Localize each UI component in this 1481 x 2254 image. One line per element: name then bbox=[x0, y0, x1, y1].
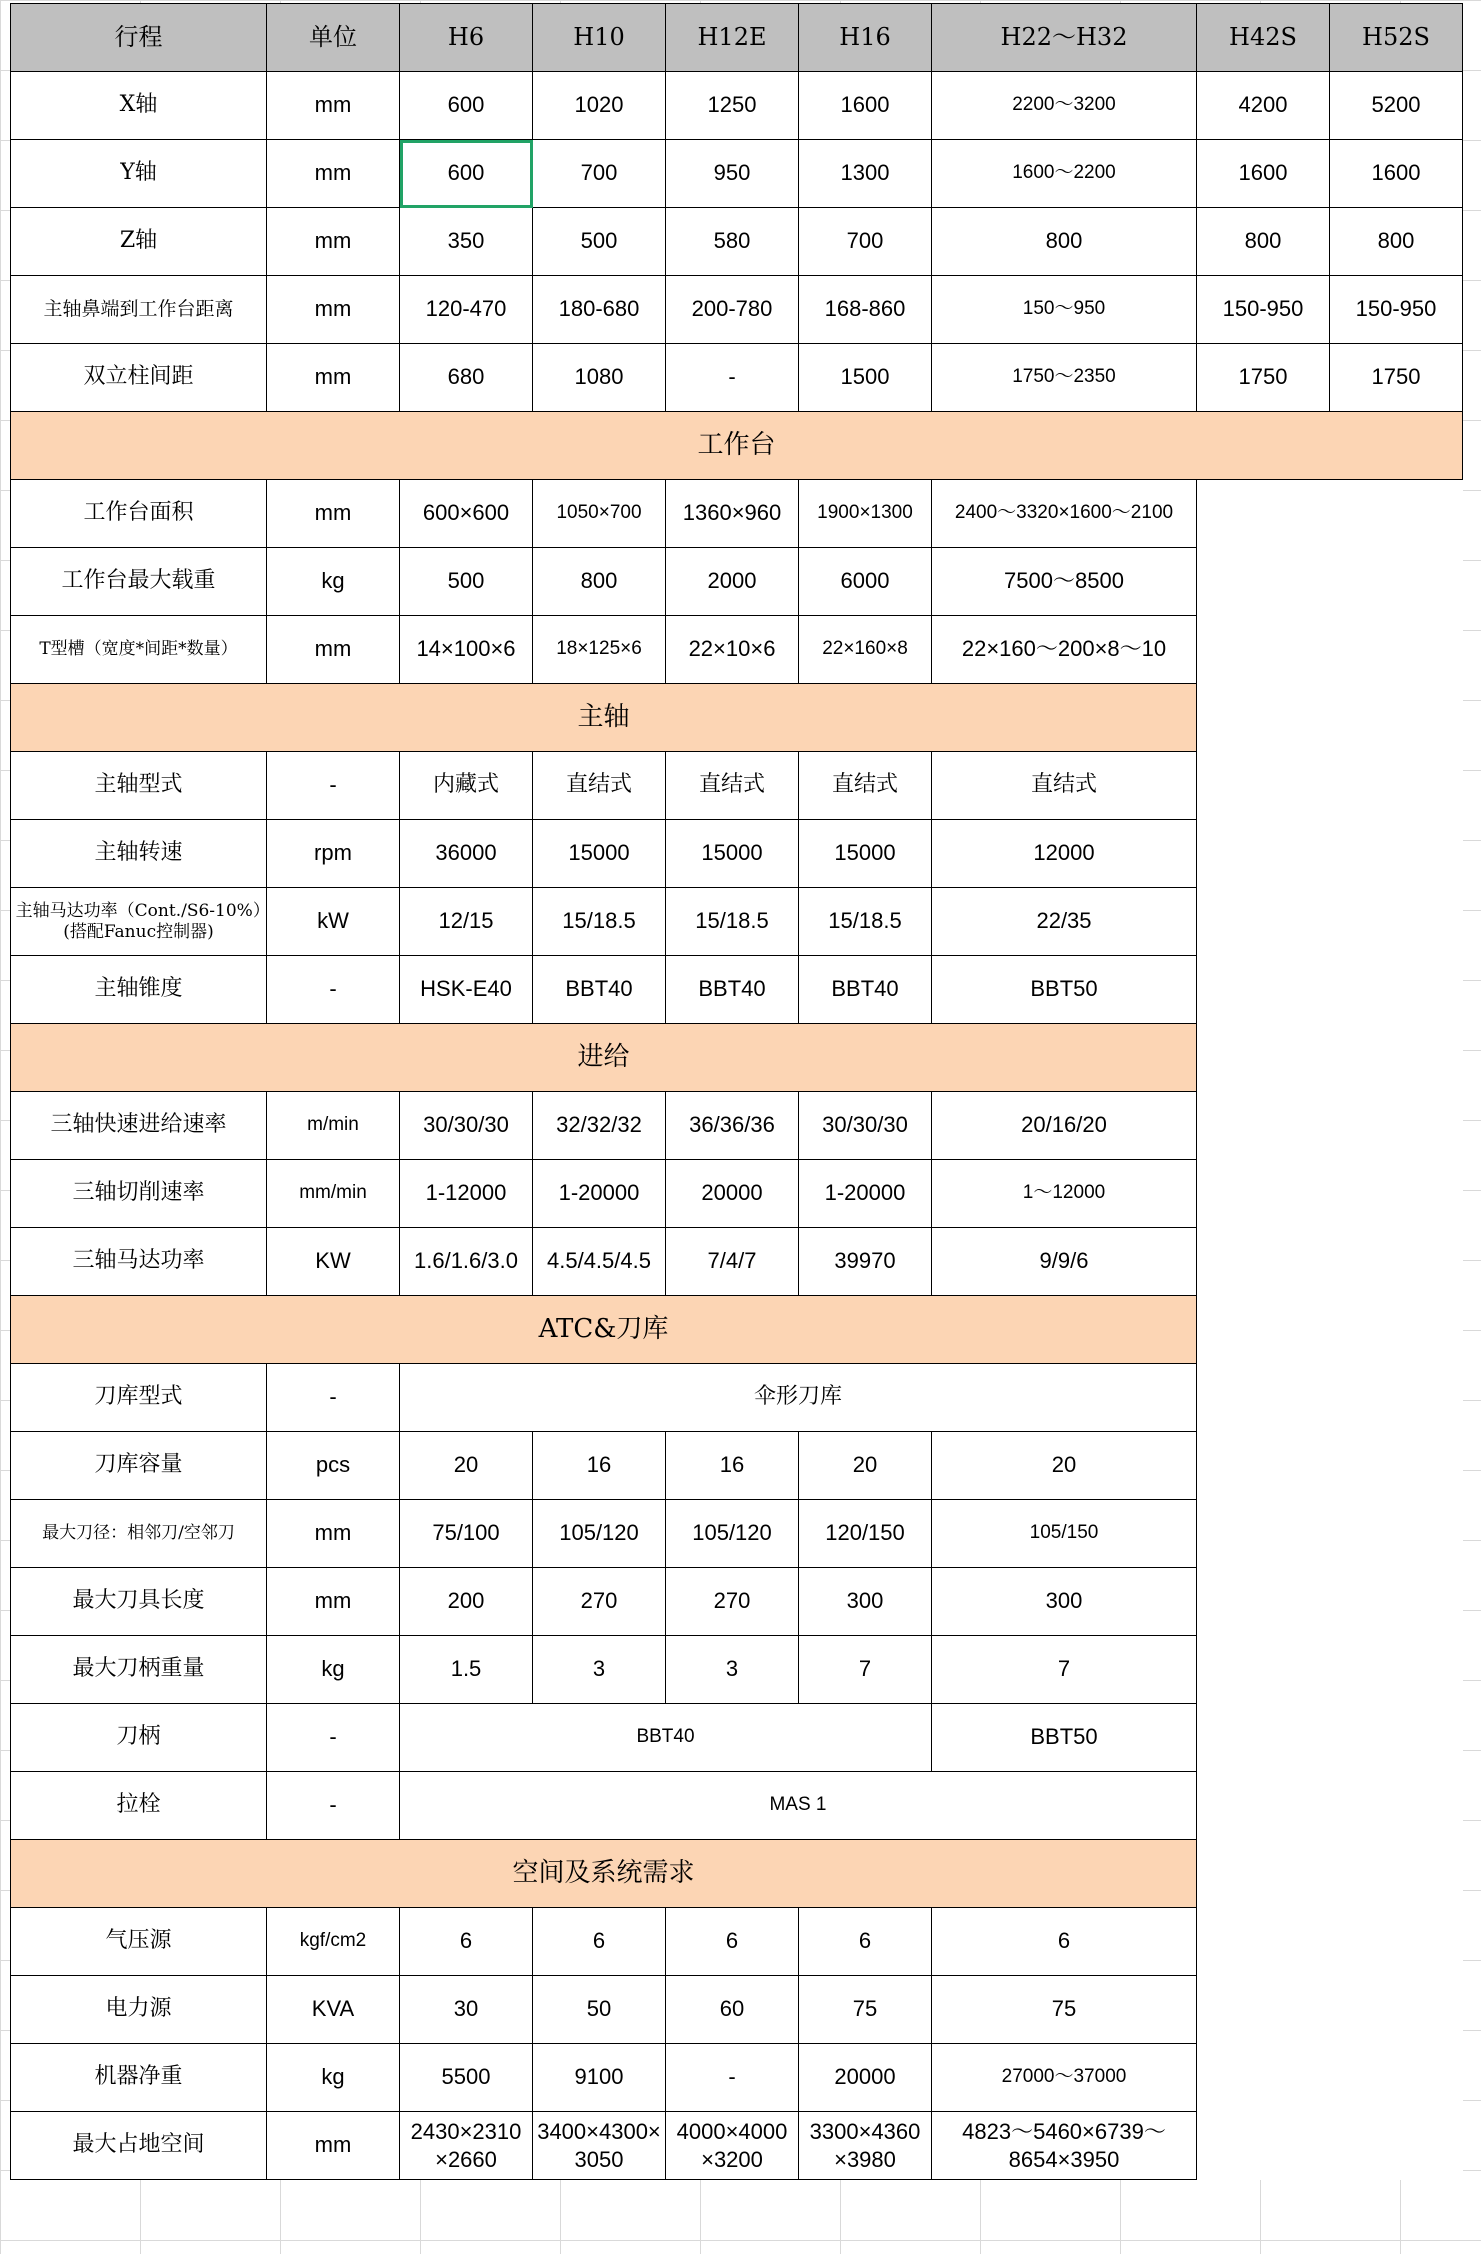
cell[interactable]: 7500～8500 bbox=[932, 548, 1197, 616]
cell[interactable]: mm/min bbox=[267, 1160, 400, 1228]
cell[interactable]: 4.5/4.5/4.5 bbox=[533, 1228, 666, 1296]
cell[interactable]: kg bbox=[267, 2044, 400, 2112]
cell[interactable]: 1600 bbox=[1330, 140, 1463, 208]
row-label[interactable]: 机器净重 bbox=[11, 2044, 267, 2112]
empty-area bbox=[1197, 1296, 1463, 1364]
cell[interactable]: 直结式 bbox=[666, 752, 799, 820]
cell[interactable]: 5500 bbox=[400, 2044, 533, 2112]
cell[interactable]: 27000～37000 bbox=[932, 2044, 1197, 2112]
cell[interactable]: 22×160×8 bbox=[799, 616, 932, 684]
empty-area bbox=[1197, 1908, 1463, 1976]
cell[interactable]: m/min bbox=[267, 1092, 400, 1160]
empty-area bbox=[1197, 956, 1463, 1024]
row-label[interactable]: 主轴鼻端到工作台距离 bbox=[11, 276, 267, 344]
cell[interactable]: 直结式 bbox=[932, 752, 1197, 820]
empty-area bbox=[1197, 1840, 1463, 1908]
cell[interactable]: mm bbox=[267, 140, 400, 208]
table-row bbox=[11, 1704, 1463, 1772]
cell[interactable]: 168-860 bbox=[799, 276, 932, 344]
cell[interactable]: 1-20000 bbox=[799, 1160, 932, 1228]
cell[interactable]: 6000 bbox=[799, 548, 932, 616]
cell[interactable] bbox=[932, 2112, 1197, 2180]
cell[interactable]: - bbox=[267, 1704, 400, 1772]
row-label[interactable]: 最大刀柄重量 bbox=[11, 1636, 267, 1704]
cell[interactable]: 300 bbox=[932, 1568, 1197, 1636]
cell[interactable]: 75 bbox=[932, 1976, 1197, 2044]
cell[interactable]: 800 bbox=[1197, 208, 1330, 276]
table-row bbox=[11, 480, 1463, 548]
empty-area bbox=[1197, 1704, 1463, 1772]
row-label[interactable]: 最大刀具长度 bbox=[11, 1568, 267, 1636]
header-cell[interactable]: H16 bbox=[799, 4, 932, 72]
section-row bbox=[11, 412, 1463, 480]
empty-area bbox=[1197, 820, 1463, 888]
cell[interactable]: HSK-E40 bbox=[400, 956, 533, 1024]
cell[interactable]: 20000 bbox=[799, 2044, 932, 2112]
cell[interactable] bbox=[533, 2112, 666, 2180]
cell[interactable]: 1750 bbox=[1330, 344, 1463, 412]
cell[interactable]: BBT40 bbox=[666, 956, 799, 1024]
cell[interactable]: 7 bbox=[932, 1636, 1197, 1704]
cell[interactable]: KVA bbox=[267, 1976, 400, 2044]
empty-area bbox=[1197, 1024, 1463, 1092]
cell[interactable]: - bbox=[267, 1364, 400, 1432]
cell[interactable] bbox=[799, 2112, 932, 2180]
cell[interactable]: 1900×1300 bbox=[799, 480, 932, 548]
cell[interactable]: 16 bbox=[533, 1432, 666, 1500]
row-label[interactable]: 三轴切削速率 bbox=[11, 1160, 267, 1228]
cell[interactable]: 30/30/30 bbox=[400, 1092, 533, 1160]
cell[interactable]: 1-20000 bbox=[533, 1160, 666, 1228]
row-label[interactable]: 主轴转速 bbox=[11, 820, 267, 888]
row-label[interactable]: 气压源 bbox=[11, 1908, 267, 1976]
table-row bbox=[11, 344, 1463, 412]
cell[interactable]: 1600 bbox=[1197, 140, 1330, 208]
table-row bbox=[11, 1568, 1463, 1636]
cell-line: 4000×4000 bbox=[676, 2119, 788, 2144]
cell[interactable]: 1080 bbox=[533, 344, 666, 412]
cell[interactable]: 2000 bbox=[666, 548, 799, 616]
cell[interactable]: 1360×960 bbox=[666, 480, 799, 548]
cell[interactable]: - bbox=[267, 752, 400, 820]
cell[interactable]: 15/18.5 bbox=[533, 888, 666, 956]
cell[interactable]: 6 bbox=[932, 1908, 1197, 1976]
empty-area bbox=[1197, 752, 1463, 820]
cell[interactable]: mm bbox=[267, 2112, 400, 2180]
table-row bbox=[11, 208, 1463, 276]
cell[interactable]: 直结式 bbox=[799, 752, 932, 820]
cell[interactable]: 4200 bbox=[1197, 72, 1330, 140]
cell[interactable]: 22×10×6 bbox=[666, 616, 799, 684]
cell[interactable]: 800 bbox=[932, 208, 1197, 276]
empty-area bbox=[1197, 888, 1463, 956]
cell[interactable]: 12/15 bbox=[400, 888, 533, 956]
section-header-spindle[interactable]: 主轴 bbox=[11, 684, 1197, 752]
cell[interactable]: BBT50 bbox=[932, 956, 1197, 1024]
empty-area bbox=[1197, 1228, 1463, 1296]
section-header-worktable[interactable]: 工作台 bbox=[11, 412, 1463, 480]
empty-area bbox=[1197, 1092, 1463, 1160]
cell[interactable]: 1.6/1.6/3.0 bbox=[400, 1228, 533, 1296]
cell-line: ×2660 bbox=[435, 2146, 497, 2172]
header-cell[interactable]: H6 bbox=[400, 4, 533, 72]
cell[interactable]: kg bbox=[267, 548, 400, 616]
row-label[interactable]: 三轴快速进给速率 bbox=[11, 1092, 267, 1160]
cell[interactable]: KW bbox=[267, 1228, 400, 1296]
header-row bbox=[11, 4, 1463, 72]
cell[interactable]: 1020 bbox=[533, 72, 666, 140]
cell[interactable]: 200 bbox=[400, 1568, 533, 1636]
header-cell[interactable]: H10 bbox=[533, 4, 666, 72]
cell[interactable]: 1250 bbox=[666, 72, 799, 140]
cell[interactable]: 20 bbox=[799, 1432, 932, 1500]
header-cell[interactable]: 行程 bbox=[11, 4, 267, 72]
empty-area bbox=[1197, 480, 1463, 548]
cell[interactable]: 150-950 bbox=[1197, 276, 1330, 344]
table-row bbox=[11, 2044, 1463, 2112]
cell[interactable]: 3 bbox=[533, 1636, 666, 1704]
table-row bbox=[11, 140, 1463, 208]
cell[interactable]: 105/120 bbox=[666, 1500, 799, 1568]
cell[interactable]: 15000 bbox=[799, 820, 932, 888]
cell[interactable]: 7 bbox=[799, 1636, 932, 1704]
cell[interactable]: mm bbox=[267, 276, 400, 344]
cell[interactable]: 1750～2350 bbox=[932, 344, 1197, 412]
row-label[interactable]: X轴 bbox=[11, 72, 267, 140]
cell[interactable]: rpm bbox=[267, 820, 400, 888]
cell[interactable]: 6 bbox=[400, 1908, 533, 1976]
table-row bbox=[11, 616, 1463, 684]
cell[interactable]: 7/4/7 bbox=[666, 1228, 799, 1296]
row-label[interactable]: 工作台面积 bbox=[11, 480, 267, 548]
row-label[interactable]: 电力源 bbox=[11, 1976, 267, 2044]
row-label[interactable]: 主轴锥度 bbox=[11, 956, 267, 1024]
table-row bbox=[11, 1976, 1463, 2044]
cell[interactable]: 75 bbox=[799, 1976, 932, 2044]
table-row bbox=[11, 276, 1463, 344]
cell[interactable]: 20 bbox=[400, 1432, 533, 1500]
cell[interactable]: 15/18.5 bbox=[666, 888, 799, 956]
cell[interactable]: 1～12000 bbox=[932, 1160, 1197, 1228]
cell[interactable]: 15000 bbox=[533, 820, 666, 888]
table-row bbox=[11, 1772, 1463, 1840]
empty-area bbox=[1197, 1772, 1463, 1840]
merged-cell[interactable]: BBT40 bbox=[400, 1704, 932, 1772]
cell[interactable]: 75/100 bbox=[400, 1500, 533, 1568]
cell[interactable]: 300 bbox=[799, 1568, 932, 1636]
table-row bbox=[11, 956, 1463, 1024]
empty-area bbox=[1197, 1364, 1463, 1432]
cell[interactable]: 15000 bbox=[666, 820, 799, 888]
header-cell[interactable]: H52S bbox=[1330, 4, 1463, 72]
empty-area bbox=[1197, 1500, 1463, 1568]
table-row bbox=[11, 1160, 1463, 1228]
cell[interactable]: 39970 bbox=[799, 1228, 932, 1296]
header-cell[interactable]: H12E bbox=[666, 4, 799, 72]
cell-line: 8654×3950 bbox=[1008, 2146, 1120, 2172]
row-label[interactable]: 三轴马达功率 bbox=[11, 1228, 267, 1296]
cell[interactable]: 22/35 bbox=[932, 888, 1197, 956]
cell[interactable]: 9/9/6 bbox=[932, 1228, 1197, 1296]
cell[interactable]: 2200～3200 bbox=[932, 72, 1197, 140]
selected-cell[interactable]: 600 bbox=[400, 140, 533, 208]
cell-line: 3050 bbox=[574, 2146, 624, 2172]
row-label[interactable]: 最大刀径：相邻刀/空邻刀 bbox=[11, 1500, 267, 1568]
cell[interactable]: 500 bbox=[533, 208, 666, 276]
table-row bbox=[11, 820, 1463, 888]
cell[interactable]: 内藏式 bbox=[400, 752, 533, 820]
cell-line: 3300×4360 bbox=[809, 2119, 921, 2144]
cell[interactable] bbox=[400, 2112, 533, 2180]
cell[interactable]: mm bbox=[267, 1568, 400, 1636]
row-label[interactable]: Y轴 bbox=[11, 140, 267, 208]
cell[interactable]: pcs bbox=[267, 1432, 400, 1500]
cell[interactable]: 20 bbox=[932, 1432, 1197, 1500]
cell[interactable]: 1300 bbox=[799, 140, 932, 208]
row-label[interactable]: 双立柱间距 bbox=[11, 344, 267, 412]
merged-cell[interactable]: 伞形刀库 bbox=[400, 1364, 1197, 1432]
empty-area bbox=[1197, 2044, 1463, 2112]
cell[interactable]: BBT40 bbox=[533, 956, 666, 1024]
cell[interactable]: mm bbox=[267, 72, 400, 140]
cell[interactable]: mm bbox=[267, 344, 400, 412]
cell[interactable]: 500 bbox=[400, 548, 533, 616]
cell[interactable]: - bbox=[267, 1772, 400, 1840]
cell[interactable]: 150-950 bbox=[1330, 276, 1463, 344]
table-row bbox=[11, 2112, 1463, 2180]
cell[interactable]: 9100 bbox=[533, 2044, 666, 2112]
empty-area bbox=[1197, 684, 1463, 752]
cell[interactable]: 1600 bbox=[799, 72, 932, 140]
empty-area bbox=[1197, 1976, 1463, 2044]
cell[interactable]: 20000 bbox=[666, 1160, 799, 1228]
cell[interactable]: 6 bbox=[799, 1908, 932, 1976]
table-row bbox=[11, 548, 1463, 616]
section-header-atc[interactable]: ATC&刀库 bbox=[11, 1296, 1197, 1364]
row-label[interactable]: 主轴型式 bbox=[11, 752, 267, 820]
cell[interactable]: 15/18.5 bbox=[799, 888, 932, 956]
section-header-space[interactable]: 空间及系统需求 bbox=[11, 1840, 1197, 1908]
cell[interactable]: 180-680 bbox=[533, 276, 666, 344]
section-header-feed[interactable]: 进给 bbox=[11, 1024, 1197, 1092]
cell-line: 3400×4300× bbox=[537, 2119, 661, 2144]
header-cell[interactable]: 单位 bbox=[267, 4, 400, 72]
cell[interactable]: 6 bbox=[666, 1908, 799, 1976]
header-cell[interactable]: H22～H32 bbox=[932, 4, 1197, 72]
cell[interactable]: 950 bbox=[666, 140, 799, 208]
cell[interactable]: - bbox=[666, 344, 799, 412]
cell[interactable]: 1600～2200 bbox=[932, 140, 1197, 208]
cell[interactable]: 5200 bbox=[1330, 72, 1463, 140]
row-label[interactable]: T型槽（宽度*间距*数量） bbox=[11, 616, 267, 684]
cell[interactable]: 14×100×6 bbox=[400, 616, 533, 684]
cell[interactable]: 120-470 bbox=[400, 276, 533, 344]
cell[interactable]: 150～950 bbox=[932, 276, 1197, 344]
cell[interactable]: 680 bbox=[400, 344, 533, 412]
cell[interactable]: 36/36/36 bbox=[666, 1092, 799, 1160]
cell-line: 2430×2310 bbox=[410, 2119, 522, 2144]
row-label[interactable]: 最大占地空间 bbox=[11, 2112, 267, 2180]
cell[interactable]: 600 bbox=[400, 72, 533, 140]
row-label[interactable]: 主轴马达功率（Cont./S6-10%）(搭配Fanuc控制器) bbox=[11, 888, 267, 956]
cell[interactable]: 105/150 bbox=[932, 1500, 1197, 1568]
cell[interactable]: 50 bbox=[533, 1976, 666, 2044]
row-label[interactable]: 刀库型式 bbox=[11, 1364, 267, 1432]
cell[interactable] bbox=[666, 2112, 799, 2180]
cell[interactable]: 30/30/30 bbox=[799, 1092, 932, 1160]
row-label[interactable]: 拉栓 bbox=[11, 1772, 267, 1840]
table-row bbox=[11, 1092, 1463, 1160]
cell[interactable]: 1050×700 bbox=[533, 480, 666, 548]
table-row bbox=[11, 1364, 1463, 1432]
row-label[interactable]: 刀柄 bbox=[11, 1704, 267, 1772]
cell[interactable]: 1-12000 bbox=[400, 1160, 533, 1228]
cell[interactable]: 105/120 bbox=[533, 1500, 666, 1568]
cell[interactable]: 200-780 bbox=[666, 276, 799, 344]
cell[interactable]: 直结式 bbox=[533, 752, 666, 820]
empty-area bbox=[1197, 616, 1463, 684]
cell-line: 4823～5460×6739～ bbox=[962, 2119, 1166, 2144]
table-row bbox=[11, 72, 1463, 140]
header-cell[interactable]: H42S bbox=[1197, 4, 1330, 72]
cell[interactable]: 800 bbox=[533, 548, 666, 616]
cell[interactable]: mm bbox=[267, 616, 400, 684]
cell[interactable]: 350 bbox=[400, 208, 533, 276]
table-row bbox=[11, 1908, 1463, 1976]
cell[interactable]: 60 bbox=[666, 1976, 799, 2044]
empty-area bbox=[1197, 1432, 1463, 1500]
cell[interactable]: 36000 bbox=[400, 820, 533, 888]
section-row bbox=[11, 1296, 1463, 1364]
cell[interactable]: 700 bbox=[533, 140, 666, 208]
cell[interactable]: 22×160～200×8～10 bbox=[932, 616, 1197, 684]
cell[interactable]: 700 bbox=[799, 208, 932, 276]
cell[interactable]: 1.5 bbox=[400, 1636, 533, 1704]
empty-area bbox=[1197, 548, 1463, 616]
empty-area bbox=[1197, 2112, 1463, 2180]
section-row bbox=[11, 1024, 1463, 1092]
cell[interactable]: 6 bbox=[533, 1908, 666, 1976]
table-row bbox=[11, 1500, 1463, 1568]
table-row bbox=[11, 752, 1463, 820]
section-row bbox=[11, 684, 1463, 752]
cell[interactable]: - bbox=[267, 956, 400, 1024]
empty-area bbox=[1197, 1636, 1463, 1704]
cell[interactable]: 20/16/20 bbox=[932, 1092, 1197, 1160]
cell[interactable]: kW bbox=[267, 888, 400, 956]
table-row bbox=[11, 888, 1463, 956]
spec-table bbox=[10, 3, 1463, 2180]
cell[interactable]: 580 bbox=[666, 208, 799, 276]
cell[interactable]: 3 bbox=[666, 1636, 799, 1704]
empty-area bbox=[1197, 1568, 1463, 1636]
cell[interactable]: 32/32/32 bbox=[533, 1092, 666, 1160]
table-row bbox=[11, 1636, 1463, 1704]
cell[interactable]: 1750 bbox=[1197, 344, 1330, 412]
cell[interactable]: BBT50 bbox=[932, 1704, 1197, 1772]
cell[interactable]: 800 bbox=[1330, 208, 1463, 276]
row-label[interactable]: Z轴 bbox=[11, 208, 267, 276]
cell[interactable]: 120/150 bbox=[799, 1500, 932, 1568]
cell-line: ×3980 bbox=[834, 2146, 896, 2172]
cell[interactable]: 2400～3320×1600～2100 bbox=[932, 480, 1197, 548]
cell[interactable]: 12000 bbox=[932, 820, 1197, 888]
cell[interactable]: kgf/cm2 bbox=[267, 1908, 400, 1976]
cell-line: ×3200 bbox=[701, 2146, 763, 2172]
cell[interactable]: BBT40 bbox=[799, 956, 932, 1024]
row-label[interactable]: 工作台最大载重 bbox=[11, 548, 267, 616]
cell[interactable]: kg bbox=[267, 1636, 400, 1704]
cell[interactable]: mm bbox=[267, 480, 400, 548]
cell[interactable]: 18×125×6 bbox=[533, 616, 666, 684]
cell[interactable]: 600×600 bbox=[400, 480, 533, 548]
cell[interactable]: 30 bbox=[400, 1976, 533, 2044]
cell[interactable]: 270 bbox=[533, 1568, 666, 1636]
cell[interactable]: 270 bbox=[666, 1568, 799, 1636]
merged-cell[interactable]: MAS 1 bbox=[400, 1772, 1197, 1840]
cell[interactable]: 1500 bbox=[799, 344, 932, 412]
cell[interactable]: 16 bbox=[666, 1432, 799, 1500]
cell[interactable]: mm bbox=[267, 208, 400, 276]
section-row bbox=[11, 1840, 1463, 1908]
row-label[interactable]: 刀库容量 bbox=[11, 1432, 267, 1500]
cell[interactable]: - bbox=[666, 2044, 799, 2112]
table-row bbox=[11, 1228, 1463, 1296]
empty-area bbox=[1197, 1160, 1463, 1228]
table-row bbox=[11, 1432, 1463, 1500]
cell[interactable]: mm bbox=[267, 1500, 400, 1568]
